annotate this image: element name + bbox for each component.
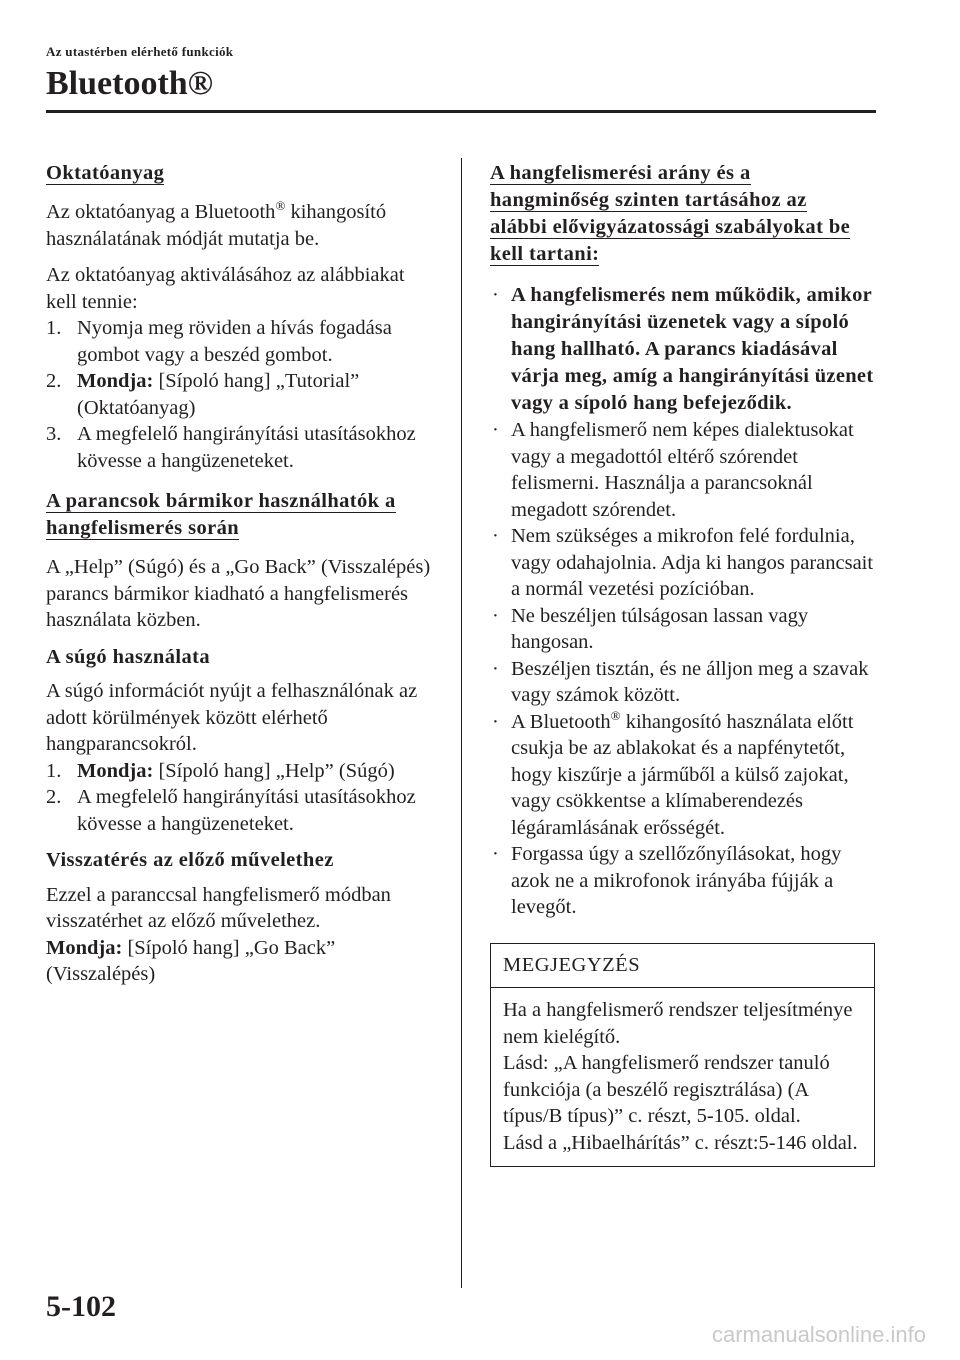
note-line: Lásd: „A hangfelismerő rendszer tanuló funkciója (a beszélő regisztrálása) (A típus/B típus)” c. részt, 5-105. oldal. xyxy=(503,1052,830,1127)
tutorial-intro: Az oktatóanyag a Bluetooth® kihangosító használatának módját mutatja be. xyxy=(46,198,387,250)
precautions-heading-line2: hangminőség szinten tartásához az xyxy=(490,189,807,211)
step-item: 2. A megfelelő hangirányítási utasításokhoz kövesse a hangüzeneteket. xyxy=(46,786,416,835)
help-heading: A súgó használata xyxy=(46,645,211,668)
help-body: A súgó információt nyújt a felhasználónak az adott körülmények között elérhető hangparancsokról. xyxy=(46,680,418,755)
precautions-heading-line4: kell tartani: xyxy=(490,243,600,265)
precautions-heading-line3: alábbi elővigyázatossági szabályokat be xyxy=(490,216,851,238)
tutorial-heading: Oktatóanyag xyxy=(46,162,165,184)
step-item: 1. Mondja: [Sípoló hang] „Help” (Súgó) xyxy=(46,759,395,782)
goback-say: Mondja: [Sípoló hang] „Go Back” (Visszalépés) xyxy=(46,936,336,985)
list-item: · Forgassa úgy a szellőzőnyílásokat, hogy azok ne a mikrofonok irányába fújják a levegőt. xyxy=(492,843,842,918)
step-item: 3. A megfelelő hangirányítási utasításokhoz kövesse a hangüzeneteket. xyxy=(46,423,416,472)
precautions-heading-line1: A hangfelismerési arány és a xyxy=(490,162,751,184)
goback-heading: Visszatérés az előző művelethez xyxy=(46,849,334,871)
watermark: carmanualsonline.info xyxy=(711,1322,926,1347)
header-rule xyxy=(46,110,876,113)
right-column xyxy=(490,160,880,1167)
left-column xyxy=(46,160,431,998)
section-label: Az utastérben elérhető funkciók xyxy=(46,44,234,59)
page-header xyxy=(46,44,876,113)
tutorial-steps xyxy=(46,315,431,474)
note-line: Ha a hangfelismerő rendszer teljesítménye nem kielégítő. xyxy=(503,999,853,1048)
goback-body: Ezzel a paranccsal hangfelismerő módban visszatérhet az előző művelethez. xyxy=(46,883,391,932)
list-item: · A Bluetooth® kihangosító használata előtt csukja be az ablakokat és a napfénytetőt, hogy kiszűrje a járműből a külső zajokat, vagy csökkentse a klímaberendezés légáramlásának erősségét. xyxy=(492,707,854,839)
precautions-list xyxy=(490,282,880,921)
anytime-body: A „Help” (Súgó) és a „Go Back” (Visszalépés) parancs bármikor kiadható a hangfelismerés használata közben. xyxy=(46,556,431,631)
help-steps xyxy=(46,758,431,838)
list-item: · Beszéljen tisztán, és ne álljon meg a szavak vagy számok között. xyxy=(492,657,869,706)
anytime-heading-line1: A parancsok bármikor használhatók a xyxy=(46,490,396,512)
note-body xyxy=(491,988,874,1166)
page-number: 5-102 xyxy=(46,1290,116,1323)
chapter-title: Bluetooth® xyxy=(46,65,214,102)
anytime-heading-line2: hangfelismerés során xyxy=(46,517,240,539)
list-item: · Ne beszéljen túlságosan lassan vagy hangosan. xyxy=(492,604,809,653)
list-item: · A hangfelismerő nem képes dialektusokat vagy a megadottól eltérő szórendet felismerni. Használja a parancsoknál megadott szórendet. xyxy=(492,419,854,521)
list-item: · Nem szükséges a mikrofon felé fordulnia, vagy odahajolnia. Adja ki hangos parancsait a normál vezetési pozícióban. xyxy=(492,525,874,600)
note-line: Lásd a „Hibaelhárítás” c. részt:5-146 oldal. xyxy=(503,1131,858,1154)
step-item: 2. Mondja: [Sípoló hang] „Tutorial” (Oktatóanyag) xyxy=(46,370,360,419)
tutorial-intro2: Az oktatóanyag aktiválásához az alábbiakat kell tennie: xyxy=(46,264,405,313)
step-item: 1. Nyomja meg röviden a hívás fogadása gombot vagy a beszéd gombot. xyxy=(46,317,392,366)
note-box xyxy=(490,943,875,1168)
list-item: · A hangfelismerés nem működik, amikor hangirányítási üzenetek vagy a sípoló hang hallható. A parancs kiadásával várja meg, amíg a hangirányítási üzenet vagy a sípoló hang befejeződik. xyxy=(492,284,874,414)
column-divider xyxy=(461,158,462,1288)
note-title: MEGJEGYZÉS xyxy=(491,944,874,989)
